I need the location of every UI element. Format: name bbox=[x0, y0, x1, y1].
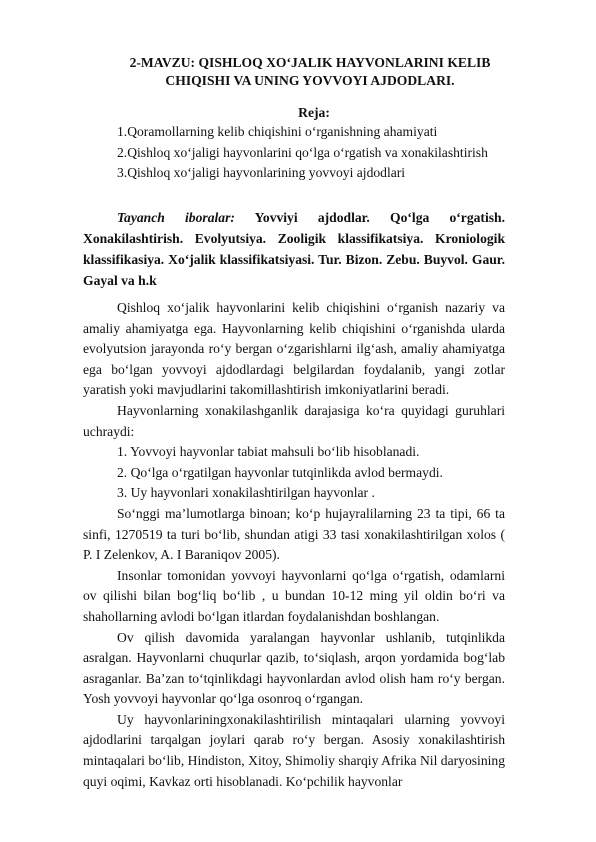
list-item: 2. Qo‘lga o‘rgatilgan hayvonlar tutqinlikda avlod bermaydi. bbox=[117, 464, 443, 480]
keywords-text: Yovviyi ajdodlar. Qo‘lga o‘rgatish. Xonakilashtirish. Evolyutsiya. Zooligik klassifikatsiya. Kroniologik klassifikasiya. Xo‘jalik klassifikatsiyasi. Tur. Bizon. Zebu. Buyvol. Gaur. Gayal va h.k bbox=[83, 210, 505, 288]
plan-list bbox=[117, 122, 488, 184]
paragraph: Hayvonlarning xonakilashganlik darajasiga ko‘ra quyidagi guruhlari uchraydi: bbox=[83, 402, 505, 439]
plan-item: 3.Qishloq xo‘jaligi hayvonlarining yovvoyi ajdodlari bbox=[117, 165, 406, 181]
plan-item: 2.Qishloq xo‘jaligi hayvonlarini qo‘lga o‘rgatish va xonakilashtirish bbox=[117, 144, 488, 160]
paragraph: So‘nggi ma’lumotlarga binoan; ko‘p hujayralilarning 23 ta tipi, 66 ta sinfi, 1270519 ta turi bo‘lib, shundan atigi 33 tasi xonakilashtirilgan xolos ( P. I Zelenkov, A. I Baraniqov 2005). bbox=[83, 505, 505, 563]
paragraph: Qishloq xo‘jalik hayvonlarini kelib chiqishini o‘rganish nazariy va amaliy ahamiyatga ega. Hayvonlarning kelib chiqishini o‘rganishda ularda evolyutsion jarayonda ro‘y bergan o‘zgarishlarni ilg‘ash, amaliy ahamiyatga ega bo‘lgan yovvoyi ajdodlardagi belgilardan foydalanib, yangi zotlar yaratish yoki mavjudlarini takomillashtirish imkoniyatlarini beradi. bbox=[83, 300, 505, 398]
keywords-paragraph bbox=[83, 207, 505, 291]
lecture-title bbox=[100, 54, 520, 90]
list-item: 3. Uy hayvonlari xonakilashtirilgan hayvonlar . bbox=[117, 485, 375, 501]
body-text bbox=[83, 207, 505, 792]
paragraph: Insonlar tomonidan yovvoyi hayvonlarni qo‘lga o‘rgatish, odamlarni ov qilishi bilan bog‘liq bo‘lib , u bundan 10-12 ming yil oldin bo‘ri va shahollarning avlodi bo‘lgan itlardan foydalanishdan boshlangan. bbox=[83, 567, 505, 624]
title-line-1: 2-MAVZU: QISHLOQ XO‘JALIK HAYVONLARINI KELIB bbox=[129, 55, 491, 70]
paragraph: Ov qilish davomida yaralangan hayvonlar ushlanib, tutqinlikda asralgan. Hayvonlarni chuqurlar qazib, to‘siqlash, arqon yordamida bog‘lab asraganlar. Ba’zan to‘tqinlikdagi hayvonlardan avlod olish ham ro‘y bergan. Yosh yovvoyi hayvonlar qo‘lga osonroq o‘rgangan. bbox=[83, 629, 505, 707]
title-line-2: CHIQISHI VA UNING YOVVOYI AJDODLARI. bbox=[165, 73, 455, 88]
plan-item: 1.Qoramollarning kelib chiqishini o‘rganishning ahamiyati bbox=[117, 124, 438, 139]
paragraph: Uy hayvonlariningxonakilashtirilish mintaqalari ularning yovvoyi ajdodlarini tarqalgan joylari qarab ro‘y bergan. Asosiy xonakilashtirish mintaqalari bo‘lib, Hindiston, Xitoy, Shimoliy sharqiy Afrika Nil daryosining quyi oqimi, Kavkaz orti hisoblanadi. Ko‘pchilik hayvonlar bbox=[83, 711, 505, 789]
plan-heading: Reja: bbox=[298, 105, 330, 120]
list-item: 1. Yovvoyi hayvonlar tabiat mahsuli bo‘lib hisoblanadi. bbox=[117, 444, 420, 460]
keywords-label: Tayanch iboralar: bbox=[117, 210, 235, 225]
